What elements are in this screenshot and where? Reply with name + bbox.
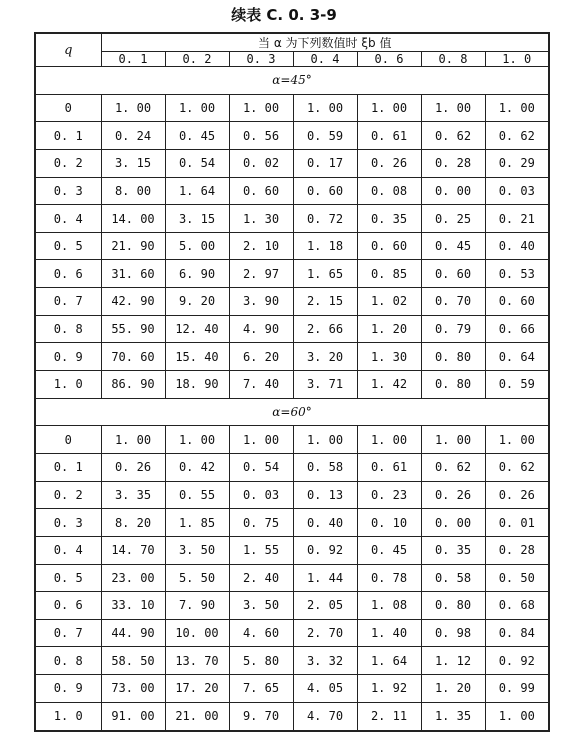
table-row — [35, 647, 549, 675]
value-cell: 0. 02 — [229, 149, 293, 177]
value-cell: 0. 60 — [421, 260, 485, 288]
q-cell: 0. 3 — [35, 509, 101, 537]
value-cell: 1. 00 — [293, 426, 357, 454]
value-cell: 33. 10 — [101, 592, 165, 620]
table-row — [35, 205, 549, 233]
value-cell: 1. 00 — [357, 426, 421, 454]
alpha-header: 1. 0 — [485, 52, 549, 67]
value-cell: 7. 90 — [165, 592, 229, 620]
value-cell: 2. 97 — [229, 260, 293, 288]
value-cell: 42. 90 — [101, 288, 165, 316]
value-cell: 1. 00 — [485, 426, 549, 454]
value-cell: 1. 12 — [421, 647, 485, 675]
value-cell: 7. 40 — [229, 371, 293, 399]
q-cell: 0. 7 — [35, 619, 101, 647]
value-cell: 2. 05 — [293, 592, 357, 620]
table-row — [35, 371, 549, 399]
value-cell: 23. 00 — [101, 564, 165, 592]
value-cell: 0. 45 — [165, 122, 229, 150]
table-row — [35, 564, 549, 592]
value-cell: 1. 00 — [485, 702, 549, 731]
value-cell: 0. 42 — [165, 453, 229, 481]
value-cell: 0. 62 — [485, 122, 549, 150]
value-cell: 4. 90 — [229, 315, 293, 343]
value-cell: 0. 59 — [293, 122, 357, 150]
table-row — [35, 260, 549, 288]
value-cell: 0. 10 — [357, 509, 421, 537]
value-cell: 1. 44 — [293, 564, 357, 592]
value-cell: 0. 35 — [421, 536, 485, 564]
value-cell: 0. 78 — [357, 564, 421, 592]
value-cell: 0. 84 — [485, 619, 549, 647]
value-cell: 44. 90 — [101, 619, 165, 647]
value-cell: 9. 20 — [165, 288, 229, 316]
value-cell: 1. 00 — [293, 94, 357, 122]
value-cell: 1. 30 — [229, 205, 293, 233]
value-cell: 3. 15 — [165, 205, 229, 233]
value-cell: 0. 24 — [101, 122, 165, 150]
q-cell: 0. 6 — [35, 592, 101, 620]
value-cell: 0. 99 — [485, 675, 549, 703]
alpha-header: 0. 6 — [357, 52, 421, 67]
value-cell: 0. 58 — [421, 564, 485, 592]
value-cell: 0. 40 — [485, 232, 549, 260]
q-cell: 0. 1 — [35, 122, 101, 150]
table-row — [35, 122, 549, 150]
value-cell: 1. 35 — [421, 702, 485, 731]
header-row-main — [35, 33, 549, 52]
value-cell: 1. 20 — [421, 675, 485, 703]
value-cell: 6. 20 — [229, 343, 293, 371]
value-cell: 0. 26 — [485, 481, 549, 509]
q-cell: 0. 9 — [35, 343, 101, 371]
value-cell: 1. 55 — [229, 536, 293, 564]
value-cell: 0. 28 — [421, 149, 485, 177]
value-cell: 8. 20 — [101, 509, 165, 537]
value-cell: 0. 13 — [293, 481, 357, 509]
value-cell: 6. 90 — [165, 260, 229, 288]
value-cell: 2. 11 — [357, 702, 421, 731]
value-cell: 1. 30 — [357, 343, 421, 371]
value-cell: 86. 90 — [101, 371, 165, 399]
value-cell: 0. 70 — [421, 288, 485, 316]
value-cell: 15. 40 — [165, 343, 229, 371]
value-cell: 3. 90 — [229, 288, 293, 316]
value-cell: 0. 26 — [357, 149, 421, 177]
value-cell: 0. 03 — [229, 481, 293, 509]
value-cell: 0. 35 — [357, 205, 421, 233]
table-row — [35, 592, 549, 620]
value-cell: 0. 80 — [421, 371, 485, 399]
value-cell: 55. 90 — [101, 315, 165, 343]
data-table — [34, 32, 550, 732]
alpha-header: 0. 3 — [229, 52, 293, 67]
header-row-alphas — [35, 52, 549, 67]
q-cell: 0. 7 — [35, 288, 101, 316]
value-cell: 70. 60 — [101, 343, 165, 371]
value-cell: 0. 55 — [165, 481, 229, 509]
q-cell: 0. 9 — [35, 675, 101, 703]
value-cell: 3. 15 — [101, 149, 165, 177]
value-cell: 1. 00 — [421, 94, 485, 122]
table-header — [35, 33, 549, 67]
value-cell: 1. 64 — [357, 647, 421, 675]
value-cell: 5. 50 — [165, 564, 229, 592]
value-cell: 0. 28 — [485, 536, 549, 564]
value-cell: 58. 50 — [101, 647, 165, 675]
value-cell: 1. 00 — [101, 426, 165, 454]
alpha-header: 0. 1 — [101, 52, 165, 67]
value-cell: 0. 08 — [357, 177, 421, 205]
value-cell: 1. 20 — [357, 315, 421, 343]
value-cell: 8. 00 — [101, 177, 165, 205]
table-row — [35, 177, 549, 205]
q-cell: 0. 4 — [35, 205, 101, 233]
q-cell: 0. 2 — [35, 149, 101, 177]
value-cell: 0. 75 — [229, 509, 293, 537]
q-cell: 0. 4 — [35, 536, 101, 564]
value-cell: 0. 62 — [485, 453, 549, 481]
value-cell: 2. 40 — [229, 564, 293, 592]
value-cell: 0. 68 — [485, 592, 549, 620]
value-cell: 91. 00 — [101, 702, 165, 731]
value-cell: 0. 66 — [485, 315, 549, 343]
table-row — [35, 315, 549, 343]
table-row — [35, 536, 549, 564]
q-cell: 0 — [35, 94, 101, 122]
value-cell: 0. 62 — [421, 453, 485, 481]
table-row — [35, 343, 549, 371]
value-cell: 1. 42 — [357, 371, 421, 399]
q-cell: 0 — [35, 426, 101, 454]
table-body — [35, 67, 549, 732]
value-cell: 0. 59 — [485, 371, 549, 399]
value-cell: 0. 21 — [485, 205, 549, 233]
q-cell: 1. 0 — [35, 371, 101, 399]
q-cell: 0. 2 — [35, 481, 101, 509]
value-cell: 3. 32 — [293, 647, 357, 675]
value-cell: 5. 80 — [229, 647, 293, 675]
alpha-header: 0. 8 — [421, 52, 485, 67]
value-cell: 0. 25 — [421, 205, 485, 233]
q-cell: 0. 8 — [35, 647, 101, 675]
q-cell: 0. 8 — [35, 315, 101, 343]
value-cell: 17. 20 — [165, 675, 229, 703]
value-cell: 0. 50 — [485, 564, 549, 592]
value-cell: 0. 62 — [421, 122, 485, 150]
value-cell: 1. 00 — [165, 94, 229, 122]
value-cell: 0. 00 — [421, 177, 485, 205]
value-cell: 1. 00 — [165, 426, 229, 454]
value-cell: 0. 54 — [229, 453, 293, 481]
alpha-group-header: 当 α 为下列数值时 ξb 值 — [101, 33, 549, 52]
value-cell: 1. 00 — [421, 426, 485, 454]
value-cell: 21. 90 — [101, 232, 165, 260]
value-cell: 1. 00 — [229, 94, 293, 122]
value-cell: 2. 10 — [229, 232, 293, 260]
value-cell: 0. 64 — [485, 343, 549, 371]
section-header-row — [35, 398, 549, 426]
value-cell: 0. 60 — [357, 232, 421, 260]
value-cell: 10. 00 — [165, 619, 229, 647]
section-title: α=45° — [35, 67, 549, 95]
table-row — [35, 702, 549, 731]
value-cell: 3. 50 — [229, 592, 293, 620]
value-cell: 0. 45 — [357, 536, 421, 564]
value-cell: 31. 60 — [101, 260, 165, 288]
value-cell: 0. 03 — [485, 177, 549, 205]
value-cell: 7. 65 — [229, 675, 293, 703]
value-cell: 18. 90 — [165, 371, 229, 399]
value-cell: 1. 85 — [165, 509, 229, 537]
table-row — [35, 453, 549, 481]
value-cell: 1. 18 — [293, 232, 357, 260]
value-cell: 0. 60 — [229, 177, 293, 205]
value-cell: 0. 54 — [165, 149, 229, 177]
q-cell: 0. 5 — [35, 564, 101, 592]
table-row — [35, 675, 549, 703]
section-header-row — [35, 67, 549, 95]
value-cell: 0. 72 — [293, 205, 357, 233]
value-cell: 0. 53 — [485, 260, 549, 288]
alpha-header: 0. 4 — [293, 52, 357, 67]
table-row — [35, 426, 549, 454]
value-cell: 0. 45 — [421, 232, 485, 260]
q-column-header: q — [35, 33, 101, 67]
value-cell: 3. 20 — [293, 343, 357, 371]
value-cell: 0. 85 — [357, 260, 421, 288]
value-cell: 0. 98 — [421, 619, 485, 647]
value-cell: 2. 15 — [293, 288, 357, 316]
table-row — [35, 232, 549, 260]
value-cell: 4. 05 — [293, 675, 357, 703]
value-cell: 12. 40 — [165, 315, 229, 343]
section-title: α=60° — [35, 398, 549, 426]
table-row — [35, 481, 549, 509]
value-cell: 1. 65 — [293, 260, 357, 288]
q-cell: 0. 5 — [35, 232, 101, 260]
value-cell: 0. 80 — [421, 343, 485, 371]
value-cell: 0. 60 — [293, 177, 357, 205]
value-cell: 4. 70 — [293, 702, 357, 731]
value-cell: 1. 64 — [165, 177, 229, 205]
value-cell: 2. 70 — [293, 619, 357, 647]
value-cell: 73. 00 — [101, 675, 165, 703]
q-cell: 0. 6 — [35, 260, 101, 288]
value-cell: 21. 00 — [165, 702, 229, 731]
value-cell: 3. 35 — [101, 481, 165, 509]
value-cell: 1. 00 — [357, 94, 421, 122]
value-cell: 4. 60 — [229, 619, 293, 647]
value-cell: 0. 58 — [293, 453, 357, 481]
q-cell: 1. 0 — [35, 702, 101, 731]
value-cell: 1. 02 — [357, 288, 421, 316]
value-cell: 2. 66 — [293, 315, 357, 343]
value-cell: 0. 40 — [293, 509, 357, 537]
value-cell: 0. 26 — [421, 481, 485, 509]
value-cell: 1. 92 — [357, 675, 421, 703]
value-cell: 0. 56 — [229, 122, 293, 150]
value-cell: 0. 26 — [101, 453, 165, 481]
value-cell: 3. 71 — [293, 371, 357, 399]
value-cell: 14. 70 — [101, 536, 165, 564]
table-caption: 续表 C. 0. 3-9 — [231, 6, 337, 24]
value-cell: 0. 80 — [421, 592, 485, 620]
q-cell: 0. 1 — [35, 453, 101, 481]
value-cell: 5. 00 — [165, 232, 229, 260]
value-cell: 0. 61 — [357, 122, 421, 150]
value-cell: 1. 40 — [357, 619, 421, 647]
table-row — [35, 288, 549, 316]
value-cell: 0. 17 — [293, 149, 357, 177]
value-cell: 0. 23 — [357, 481, 421, 509]
value-cell: 1. 00 — [485, 94, 549, 122]
value-cell: 0. 60 — [485, 288, 549, 316]
value-cell: 0. 92 — [293, 536, 357, 564]
value-cell: 0. 79 — [421, 315, 485, 343]
value-cell: 0. 00 — [421, 509, 485, 537]
value-cell: 0. 01 — [485, 509, 549, 537]
table-row — [35, 149, 549, 177]
table-row — [35, 619, 549, 647]
value-cell: 13. 70 — [165, 647, 229, 675]
value-cell: 3. 50 — [165, 536, 229, 564]
value-cell: 0. 29 — [485, 149, 549, 177]
table-row — [35, 509, 549, 537]
value-cell: 1. 00 — [101, 94, 165, 122]
alpha-header: 0. 2 — [165, 52, 229, 67]
q-cell: 0. 3 — [35, 177, 101, 205]
table-row — [35, 94, 549, 122]
value-cell: 1. 00 — [229, 426, 293, 454]
value-cell: 0. 92 — [485, 647, 549, 675]
value-cell: 0. 61 — [357, 453, 421, 481]
value-cell: 1. 08 — [357, 592, 421, 620]
value-cell: 9. 70 — [229, 702, 293, 731]
value-cell: 14. 00 — [101, 205, 165, 233]
